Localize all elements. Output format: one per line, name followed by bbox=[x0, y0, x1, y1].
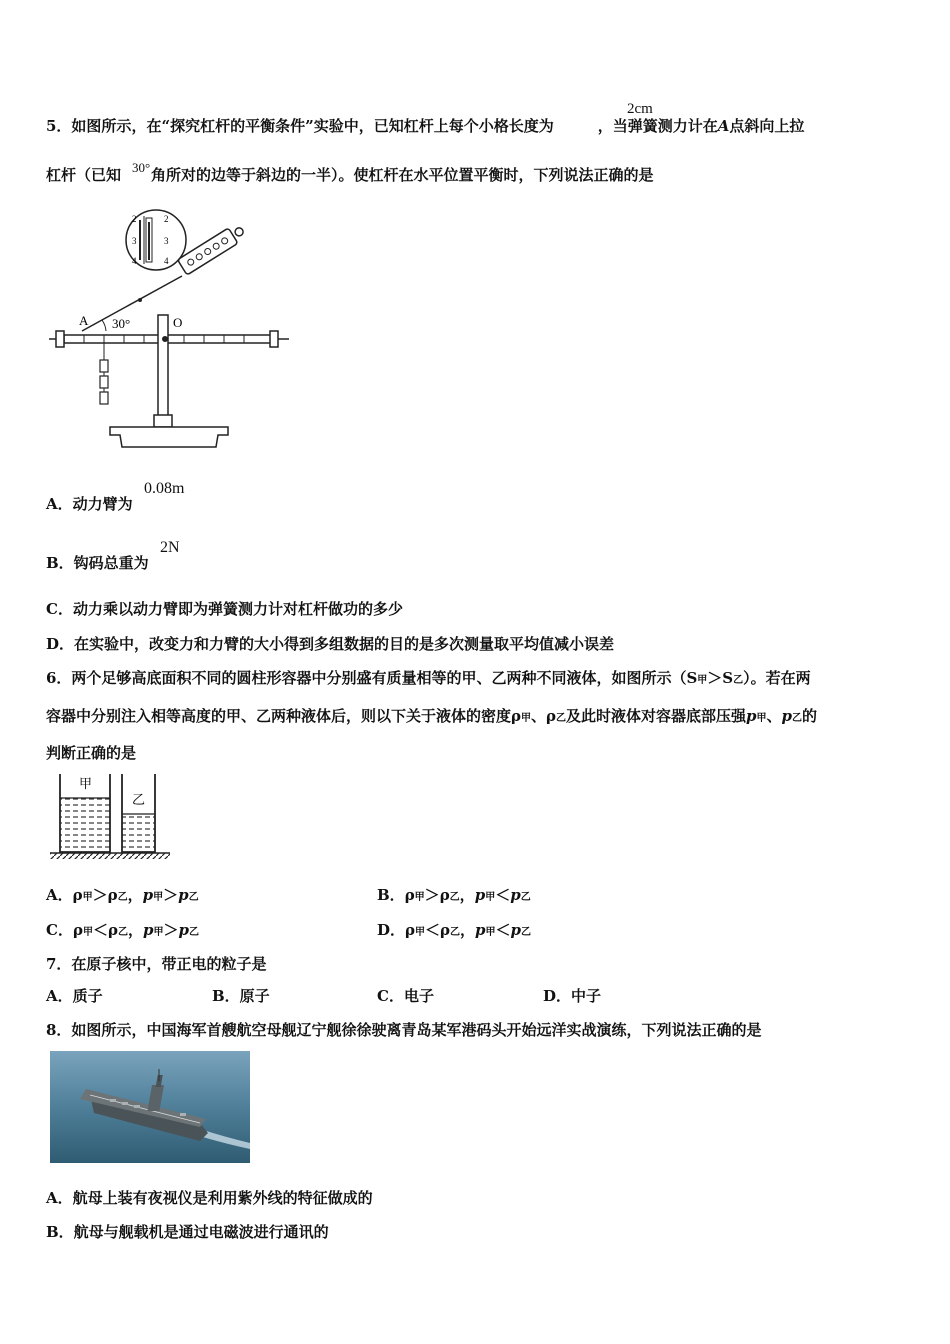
q5-stem-text-1: 5．如图所示，在“探究杠杆的平衡条件”实验中，已知杠杆上每个小格长度为 bbox=[46, 117, 554, 135]
q6-a-rho2: ρ bbox=[107, 886, 118, 904]
q6-c-comma: ， bbox=[127, 921, 143, 939]
q6-stem-line2 bbox=[46, 706, 817, 729]
containers-figure bbox=[48, 772, 173, 860]
q7-option-b: B．原子 bbox=[212, 987, 270, 1005]
q6-c-sub3: 甲 bbox=[153, 927, 164, 938]
q5-option-b-value: 2N bbox=[160, 539, 180, 556]
q6-d-rho2: ρ bbox=[440, 921, 450, 939]
q6-b-op2: ＜ bbox=[495, 886, 511, 904]
q6-b-sub3: 甲 bbox=[485, 892, 496, 903]
q6-option-b bbox=[377, 885, 531, 908]
q5-option-a-value: 0.08m bbox=[144, 480, 185, 497]
q8-option-b: B．航母与舰载机是通过电磁波进行通讯的 bbox=[46, 1223, 329, 1241]
q7-stem: 7．在原子核中，带正电的粒子是 bbox=[46, 955, 267, 973]
q6-d-op1: ＜ bbox=[425, 921, 441, 939]
q6-stem-text-2: ）。若在两 bbox=[743, 669, 811, 687]
q5-option-a: A．动力臂为 bbox=[46, 495, 133, 513]
q5-stem-text-4: 杠杆（已知 bbox=[46, 166, 122, 184]
q6-option-c-label: C． bbox=[46, 921, 73, 939]
q6-a-op1: ＞ bbox=[92, 886, 108, 904]
q6-c-p2: p bbox=[178, 921, 189, 939]
q6-stem-text-5: 及此时液体对容器底部压强 bbox=[565, 707, 746, 725]
q6-p-1: p bbox=[745, 707, 757, 725]
q6-option-d bbox=[377, 920, 531, 943]
q8-option-a: A．航母上装有夜视仪是利用紫外线的特征做成的 bbox=[46, 1189, 373, 1207]
q6-c-op2: ＞ bbox=[163, 921, 179, 939]
lever-label-o: O bbox=[173, 315, 183, 330]
q6-d-sub2: 乙 bbox=[450, 927, 460, 938]
q6-a-sub4: 乙 bbox=[188, 892, 199, 903]
q6-b-sub2: 乙 bbox=[449, 892, 460, 903]
lever-figure bbox=[44, 200, 294, 455]
q6-a-comma: ， bbox=[127, 886, 143, 904]
q7-option-c: C．电子 bbox=[377, 987, 434, 1005]
q6-d-sub4: 乙 bbox=[521, 927, 532, 938]
scale-label-3r: 3 bbox=[164, 236, 169, 246]
q6-c-sub2: 乙 bbox=[117, 927, 128, 938]
q5-option-b: B．钩码总重为 bbox=[46, 554, 149, 572]
q6-d-comma: ， bbox=[460, 921, 476, 939]
q6-a-p2: p bbox=[178, 886, 189, 904]
q6-c-sub4: 乙 bbox=[188, 927, 199, 938]
q7-option-d: D．中子 bbox=[543, 987, 602, 1005]
q6-sub-yi-3: 乙 bbox=[792, 713, 802, 724]
q6-sub-yi-1: 乙 bbox=[733, 675, 744, 686]
q6-gt: ＞S bbox=[707, 669, 734, 687]
q6-stem-line1 bbox=[46, 668, 811, 691]
q6-option-d-label: D． bbox=[377, 921, 406, 939]
q6-sub-jia-2: 甲 bbox=[520, 713, 531, 724]
q6-d-p1: p bbox=[475, 921, 486, 939]
q6-b-sub4: 乙 bbox=[520, 892, 531, 903]
q6-c-rho1: ρ bbox=[72, 921, 83, 939]
q6-p-2: p bbox=[781, 707, 792, 725]
q6-d-sub1: 甲 bbox=[415, 927, 425, 938]
q6-option-a-label: A． bbox=[46, 886, 73, 904]
q6-b-sub1: 甲 bbox=[414, 892, 425, 903]
q6-stem-text-7: 的 bbox=[802, 707, 818, 725]
q7-option-a: A．质子 bbox=[46, 987, 103, 1005]
lever-label-angle: 30° bbox=[112, 316, 131, 331]
q5-stem-text-2: ，当弹簧测力计在 bbox=[597, 117, 718, 135]
q6-stem-text-1: 6．两个足够高底面积不同的圆柱形容器中分别盛有质量相等的甲、乙两种不同液体，如图所示（S bbox=[46, 669, 698, 687]
q6-a-p1: p bbox=[142, 886, 154, 904]
q5-point-a: A bbox=[717, 117, 730, 135]
q6-b-rho2: ρ bbox=[439, 886, 450, 904]
q5-option-c: C．动力乘以动力臂即为弹簧测力计对杠杆做功的多少 bbox=[46, 600, 403, 618]
q5-option-d: D．在实验中，改变力和力臂的大小得到多组数据的目的是多次测量取平均值减小误差 bbox=[46, 635, 615, 653]
q6-stem-text-3: 容器中分别注入相等高度的甲、乙两种液体后，则以下关于液体的密度ρ bbox=[46, 707, 521, 725]
q5-angle: 30° bbox=[132, 160, 151, 175]
q6-b-comma: ， bbox=[459, 886, 475, 904]
scale-label-2l: 2 bbox=[132, 214, 137, 224]
q6-a-rho1: ρ bbox=[72, 886, 83, 904]
q6-sub-yi-2: 乙 bbox=[555, 713, 566, 724]
q5-stem-text-5: 角所对的边等于斜边的一半）。使杠杆在水平位置平衡时，下列说法正确的是 bbox=[151, 166, 654, 184]
q6-d-rho1: ρ bbox=[405, 921, 415, 939]
scale-label-3l: 3 bbox=[132, 236, 137, 246]
q6-a-sub2: 乙 bbox=[117, 892, 128, 903]
q6-a-op2: ＞ bbox=[163, 886, 179, 904]
q5-stem-text-3: 点斜向上拉 bbox=[729, 117, 805, 135]
q6-d-sub3: 甲 bbox=[485, 927, 496, 938]
scale-label-4r: 4 bbox=[164, 256, 169, 266]
aircraft-carrier-photo bbox=[50, 1051, 250, 1163]
q8-stem: 8．如图所示，中国海军首艘航空母舰辽宁舰徐徐驶离青岛某军港码头开始远洋实战演练，下列说法正确的是 bbox=[46, 1021, 762, 1039]
q6-c-rho2: ρ bbox=[107, 921, 118, 939]
container-label-yi: 乙 bbox=[132, 793, 146, 808]
q6-stem-text-4: 、ρ bbox=[530, 707, 556, 725]
q5-stem-line1 bbox=[46, 116, 804, 136]
q6-b-rho1: ρ bbox=[404, 886, 415, 904]
scale-label-4l: 4 bbox=[132, 256, 137, 266]
q6-c-p1: p bbox=[142, 921, 154, 939]
q6-option-a bbox=[46, 885, 199, 908]
q6-stem-line3: 判断正确的是 bbox=[46, 744, 137, 762]
container-label-jia: 甲 bbox=[79, 777, 93, 792]
scale-label-2r: 2 bbox=[164, 214, 169, 224]
q6-d-op2: ＜ bbox=[495, 921, 511, 939]
q6-a-sub3: 甲 bbox=[153, 892, 164, 903]
q6-option-b-label: B． bbox=[377, 886, 405, 904]
q6-a-sub1: 甲 bbox=[82, 892, 93, 903]
q6-d-p2: p bbox=[510, 921, 522, 939]
lever-label-a: A bbox=[79, 313, 89, 328]
q6-b-op1: ＞ bbox=[424, 886, 440, 904]
q5-grid-length: 2cm bbox=[627, 101, 653, 117]
q6-b-p1: p bbox=[474, 886, 486, 904]
q6-option-c bbox=[46, 920, 199, 943]
q6-b-p2: p bbox=[510, 886, 521, 904]
q6-sub-jia-3: 甲 bbox=[756, 713, 767, 724]
q6-stem-text-6: 、 bbox=[766, 707, 782, 725]
q6-sub-jia-1: 甲 bbox=[697, 675, 708, 686]
q6-c-op1: ＜ bbox=[92, 921, 108, 939]
q6-c-sub1: 甲 bbox=[82, 927, 93, 938]
